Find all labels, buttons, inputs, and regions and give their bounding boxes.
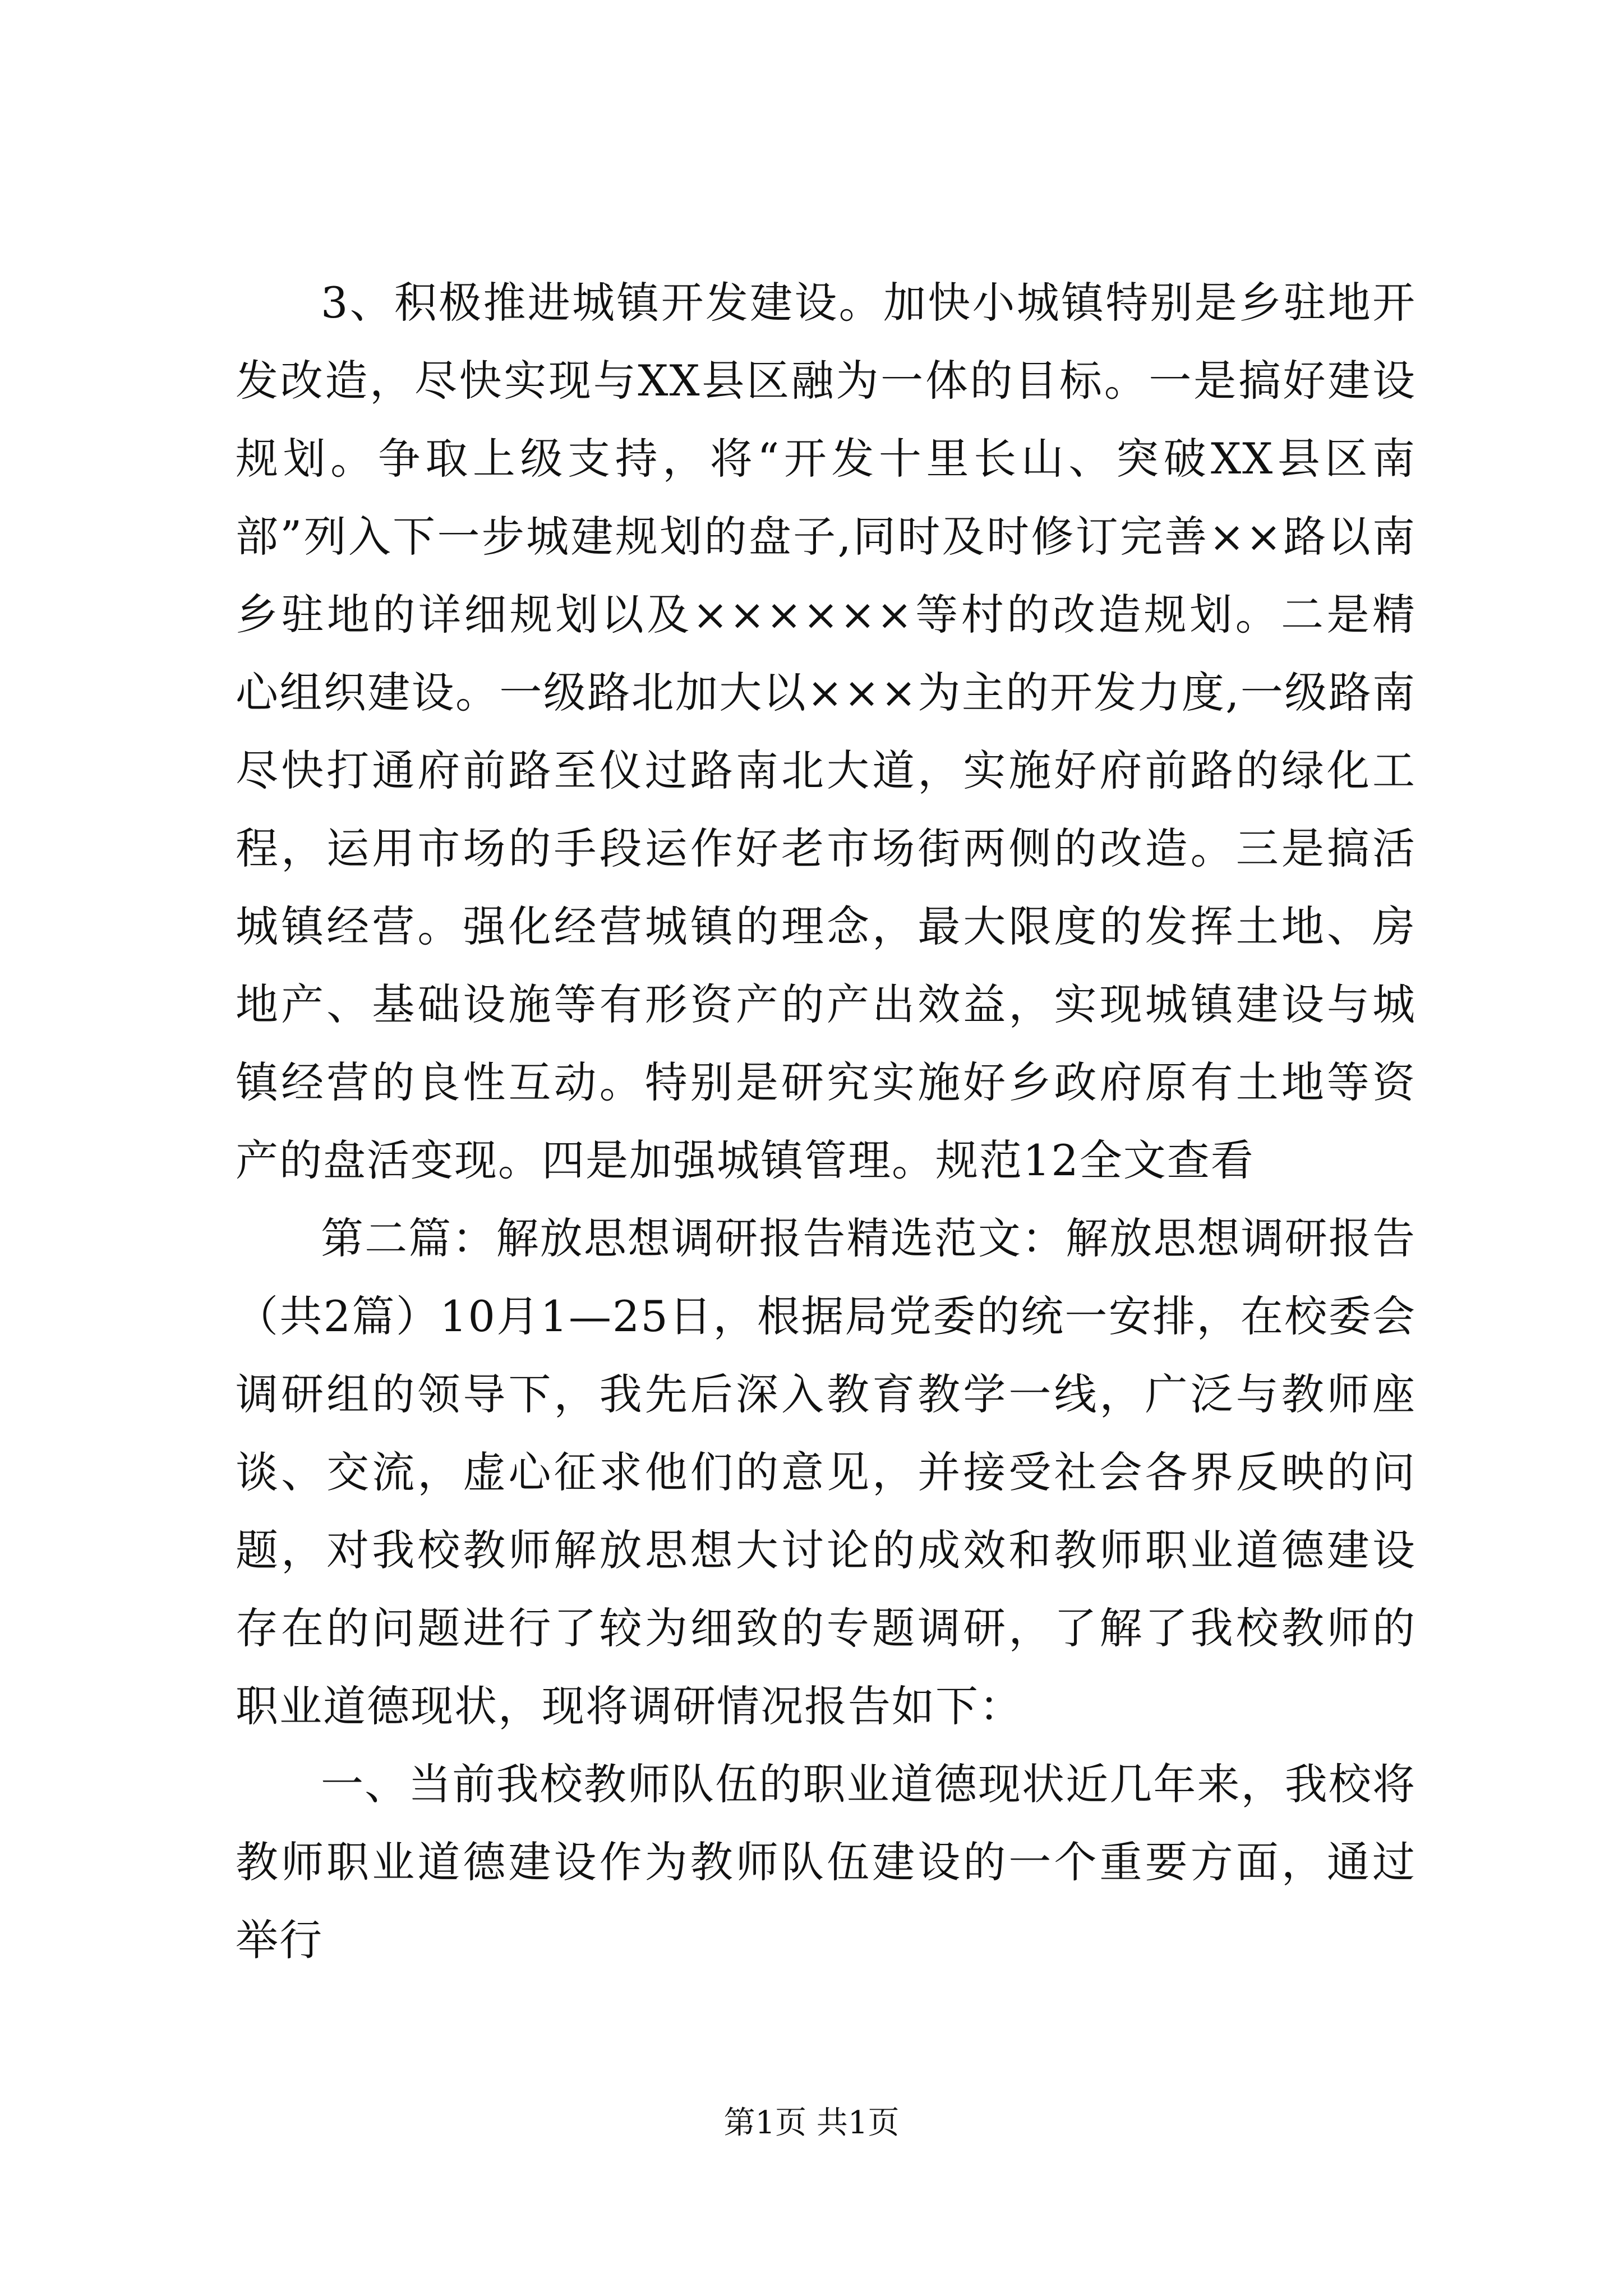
paragraph-teacher-ethics-status: 一、当前我校教师队伍的职业道德现状近几年来，我校将教师职业道德建设作为教师队伍建设的一个重要方面，通过举行 xyxy=(236,1759,1416,1965)
page-number-label: 第1页 共1页 xyxy=(723,2105,900,2141)
document-body xyxy=(236,264,1416,1979)
paragraph-town-development: 3、积极推进城镇开发建设。加快小城镇特别是乡驻地开发改造，尽快实现与XX县区融为一体的目标。一是搞好建设规划。争取上级支持，将“开发十里长山、突破XX县区南部”列入下一步城建规划的盘子,同时及时修订完善××路以南乡驻地的详细规划以及××××××等村的改造规划。二是精心组织建设。一级路北加大以×××为主的开发力度,一级路南尽快打通府前路至仪过路南北大道，实施好府前路的绿化工程，运用市场的手段运作好老市场街两侧的改造。三是搞活城镇经营。强化经营城镇的理念，最大限度的发挥土地、房地产、基础设施等有形资产的产出效益，实现城镇建设与城镇经营的良性互动。特别是研究实施好乡政府原有土地等资产的盘活变现。四是加强城镇管理。规范12全文查看 xyxy=(236,278,1416,1185)
paragraph-second-article-intro: 第二篇：解放思想调研报告精选范文：解放思想调研报告（共2篇）10月1—25日，根据局党委的统一安排，在校委会调研组的领导下，我先后深入教育教学一线，广泛与教师座谈、交流，虚心征求他们的意见，并接受社会各界反映的问题，对我校教师解放思想大讨论的成效和教师职业道德建设存在的问题进行了较为细致的专题调研，了解了我校教师的职业道德现状，现将调研情况报告如下： xyxy=(236,1213,1416,1731)
page-footer xyxy=(0,2101,1623,2146)
